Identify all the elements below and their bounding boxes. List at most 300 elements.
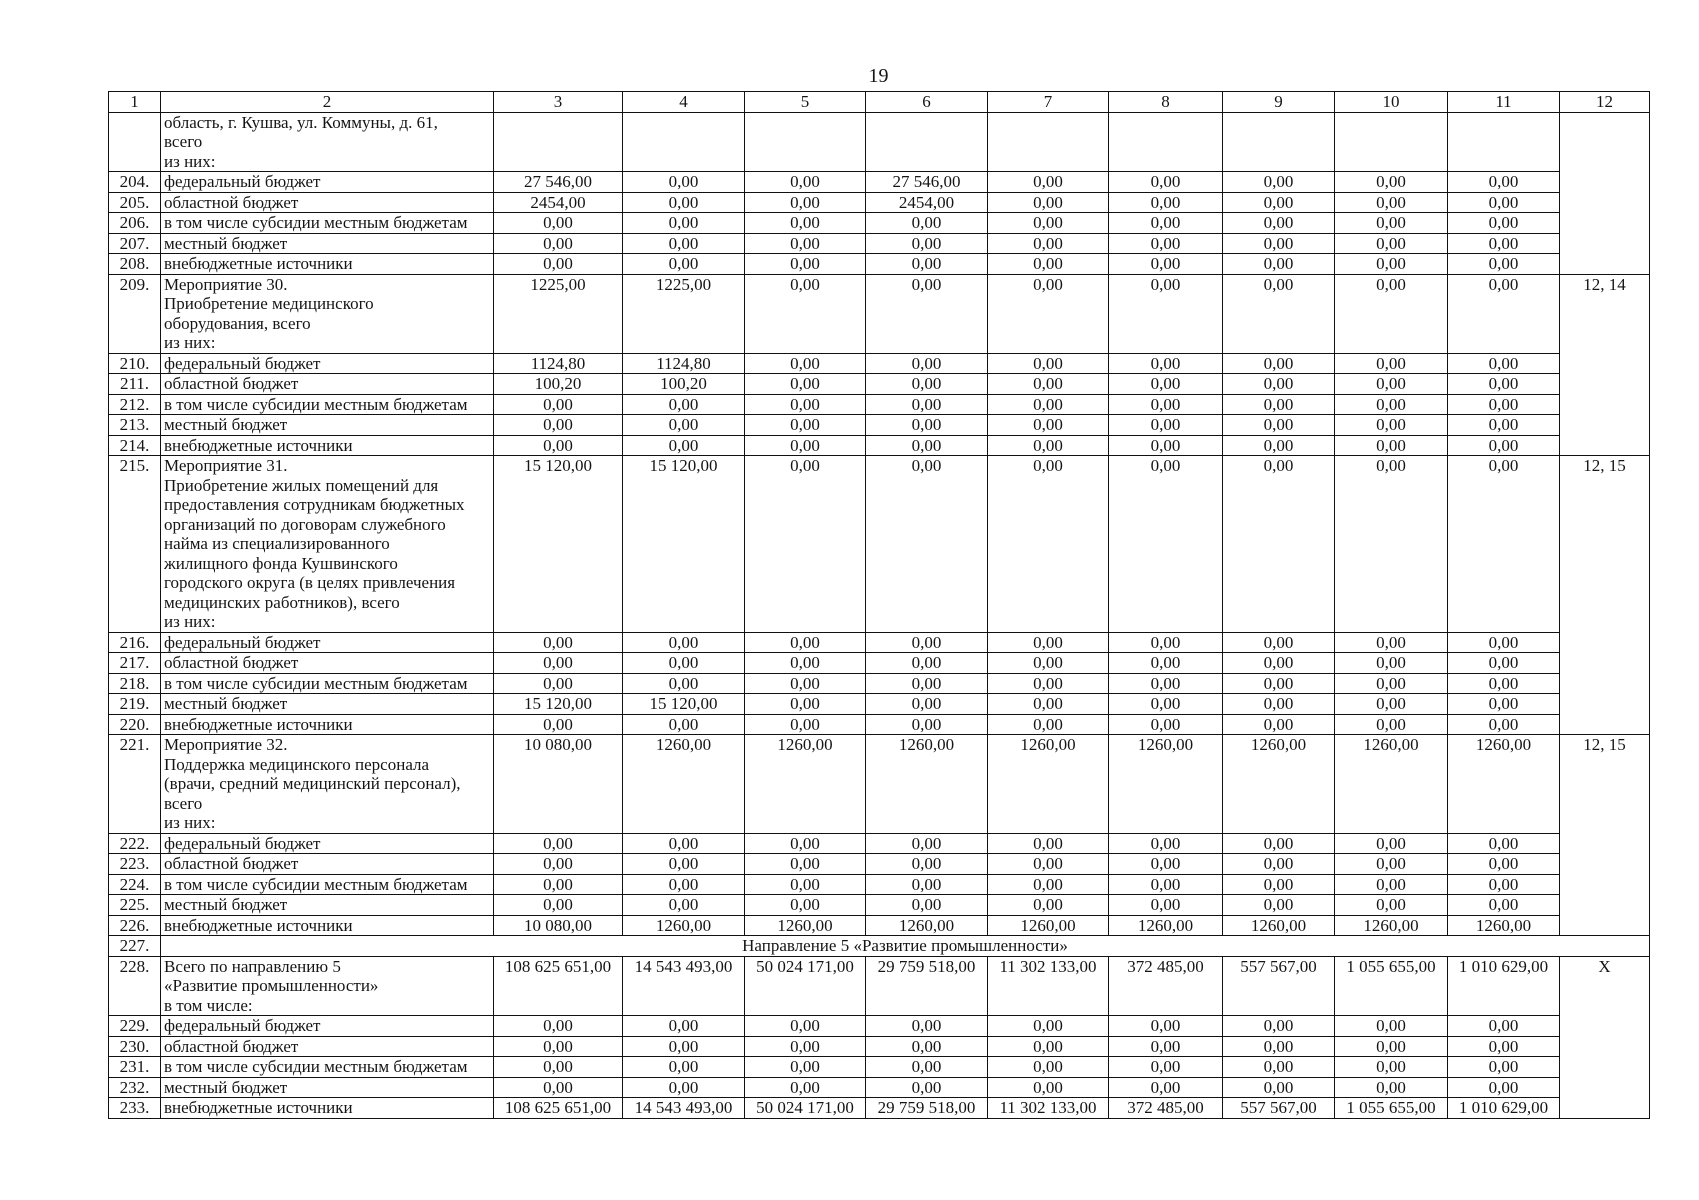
table-row <box>109 172 1650 193</box>
table-body <box>109 112 1650 1118</box>
value-cell-col-5: 0,00 <box>745 213 866 234</box>
value-cell-col-8: 0,00 <box>1109 1057 1223 1078</box>
value-cell-col-9: 0,00 <box>1223 632 1335 653</box>
value-cell-col-6: 0,00 <box>866 374 988 395</box>
value-cell-col-9: 0,00 <box>1223 874 1335 895</box>
value-cell-col-6: 0,00 <box>866 1016 988 1037</box>
value-cell-col-6: 0,00 <box>866 394 988 415</box>
row-label: федеральный бюджет <box>161 172 494 193</box>
value-cell-col-4: 0,00 <box>623 854 745 875</box>
value-cell-col-9: 557 567,00 <box>1223 1098 1335 1119</box>
value-cell-col-8: 0,00 <box>1109 233 1223 254</box>
value-cell-col-3: 0,00 <box>494 1077 623 1098</box>
table-row <box>109 192 1650 213</box>
page-number: 19 <box>868 65 889 87</box>
value-cell-col-4: 0,00 <box>623 1036 745 1057</box>
value-cell-col-8: 0,00 <box>1109 274 1223 353</box>
value-cell-col-10: 0,00 <box>1335 374 1448 395</box>
value-cell-col-9: 0,00 <box>1223 254 1335 275</box>
row-number: 207. <box>109 233 161 254</box>
value-cell-col-11: 0,00 <box>1448 353 1560 374</box>
value-cell-col-5: 1260,00 <box>745 915 866 936</box>
value-cell-col-11: 0,00 <box>1448 435 1560 456</box>
value-cell-col-5: 0,00 <box>745 714 866 735</box>
value-cell-col-11: 1 010 629,00 <box>1448 956 1560 1016</box>
row-number: 232. <box>109 1077 161 1098</box>
row-label: Мероприятие 31. Приобретение жилых помещений для предоставления сотрудникам бюджетных организаций по договорам служебного найма из специализированного жилищного фонда Кушвинского городского округа (в целях привлечения медицинских работников), всего из них: <box>161 456 494 633</box>
value-cell-col-10: 0,00 <box>1335 895 1448 916</box>
value-cell-col-8: 0,00 <box>1109 694 1223 715</box>
row-label: федеральный бюджет <box>161 1016 494 1037</box>
row-label: Всего по направлению 5 «Развитие промышленности» в том числе: <box>161 956 494 1016</box>
value-cell-col-3 <box>494 112 623 172</box>
value-cell-col-10: 0,00 <box>1335 673 1448 694</box>
value-cell-col-6 <box>866 112 988 172</box>
row-label: федеральный бюджет <box>161 833 494 854</box>
value-cell-col-4: 0,00 <box>623 632 745 653</box>
row-label: внебюджетные источники <box>161 1098 494 1119</box>
value-cell-col-9: 0,00 <box>1223 895 1335 916</box>
table-row <box>109 1077 1650 1098</box>
value-cell-col-6: 0,00 <box>866 714 988 735</box>
table-row <box>109 854 1650 875</box>
row-number: 219. <box>109 694 161 715</box>
value-cell-col-11: 0,00 <box>1448 1036 1560 1057</box>
value-cell-col-5: 0,00 <box>745 274 866 353</box>
value-cell-col-3: 0,00 <box>494 233 623 254</box>
row-number: 205. <box>109 192 161 213</box>
section-row <box>109 936 1650 957</box>
value-cell-col-4: 15 120,00 <box>623 456 745 633</box>
value-cell-col-6: 0,00 <box>866 854 988 875</box>
value-cell-col-3: 0,00 <box>494 213 623 234</box>
value-cell-col-6: 29 759 518,00 <box>866 956 988 1016</box>
value-cell-col-8: 0,00 <box>1109 653 1223 674</box>
column-number-header-row <box>109 92 1650 113</box>
value-cell-col-3: 0,00 <box>494 895 623 916</box>
row-label: внебюджетные источники <box>161 714 494 735</box>
table-row <box>109 874 1650 895</box>
value-cell-col-4: 0,00 <box>623 714 745 735</box>
value-cell-col-3: 0,00 <box>494 254 623 275</box>
row-number: 226. <box>109 915 161 936</box>
value-cell-col-9: 0,00 <box>1223 374 1335 395</box>
value-cell-col-3: 2454,00 <box>494 192 623 213</box>
table-row <box>109 694 1650 715</box>
value-cell-col-7: 0,00 <box>988 854 1109 875</box>
row-number: 223. <box>109 854 161 875</box>
value-cell-col-4: 0,00 <box>623 192 745 213</box>
value-cell-col-5: 0,00 <box>745 456 866 633</box>
value-cell-col-4: 14 543 493,00 <box>623 1098 745 1119</box>
value-cell-col-7: 0,00 <box>988 233 1109 254</box>
value-cell-col-5: 0,00 <box>745 653 866 674</box>
column-header-7: 7 <box>988 92 1109 113</box>
row-label: областной бюджет <box>161 192 494 213</box>
value-cell-col-9: 0,00 <box>1223 435 1335 456</box>
value-cell-col-10: 0,00 <box>1335 854 1448 875</box>
value-cell-col-5: 0,00 <box>745 192 866 213</box>
value-cell-col-11: 0,00 <box>1448 854 1560 875</box>
value-cell-col-6: 1260,00 <box>866 915 988 936</box>
value-cell-col-4: 0,00 <box>623 874 745 895</box>
row-label: Мероприятие 32. Поддержка медицинского персонала (врачи, средний медицинский персонал), всего из них: <box>161 735 494 834</box>
value-cell-col-10: 0,00 <box>1335 353 1448 374</box>
value-cell-col-10: 1 055 655,00 <box>1335 956 1448 1016</box>
value-cell-col-4: 14 543 493,00 <box>623 956 745 1016</box>
value-cell-col-6: 0,00 <box>866 874 988 895</box>
value-cell-col-10: 0,00 <box>1335 1016 1448 1037</box>
value-cell-col-9: 0,00 <box>1223 274 1335 353</box>
value-cell-col-9: 0,00 <box>1223 1057 1335 1078</box>
table-row <box>109 374 1650 395</box>
value-cell-col-6: 0,00 <box>866 653 988 674</box>
table-row <box>109 673 1650 694</box>
value-cell-col-9: 0,00 <box>1223 353 1335 374</box>
value-cell-col-5: 0,00 <box>745 254 866 275</box>
value-cell-col-11: 1260,00 <box>1448 735 1560 834</box>
table-row <box>109 394 1650 415</box>
value-cell-col-6: 0,00 <box>866 233 988 254</box>
value-cell-col-5: 1260,00 <box>745 735 866 834</box>
value-cell-col-6: 0,00 <box>866 274 988 353</box>
budget-table <box>108 91 1650 1119</box>
table-row <box>109 956 1650 1016</box>
value-cell-col-4: 15 120,00 <box>623 694 745 715</box>
value-cell-col-7: 0,00 <box>988 254 1109 275</box>
row-number: 228. <box>109 956 161 1016</box>
row-number: 233. <box>109 1098 161 1119</box>
value-cell-col-11: 0,00 <box>1448 632 1560 653</box>
row-number: 216. <box>109 632 161 653</box>
value-cell-col-3: 0,00 <box>494 653 623 674</box>
value-cell-col-5: 0,00 <box>745 1016 866 1037</box>
value-cell-col-9: 0,00 <box>1223 673 1335 694</box>
table-row <box>109 213 1650 234</box>
row-label: в том числе субсидии местным бюджетам <box>161 874 494 895</box>
value-cell-col-6: 0,00 <box>866 895 988 916</box>
row-label: в том числе субсидии местным бюджетам <box>161 673 494 694</box>
value-cell-col-9: 0,00 <box>1223 833 1335 854</box>
value-cell-col-5: 0,00 <box>745 415 866 436</box>
value-cell-col-8: 0,00 <box>1109 1036 1223 1057</box>
value-cell-col-3: 10 080,00 <box>494 915 623 936</box>
value-cell-col-5: 0,00 <box>745 374 866 395</box>
value-cell-col-8: 0,00 <box>1109 192 1223 213</box>
value-cell-col-9 <box>1223 112 1335 172</box>
value-cell-col-10: 0,00 <box>1335 694 1448 715</box>
value-cell-col-7: 0,00 <box>988 415 1109 436</box>
value-cell-col-11: 0,00 <box>1448 673 1560 694</box>
column-header-4: 4 <box>623 92 745 113</box>
row-label: областной бюджет <box>161 1036 494 1057</box>
value-cell-col-10: 0,00 <box>1335 714 1448 735</box>
value-cell-col-4: 100,20 <box>623 374 745 395</box>
value-cell-col-11: 0,00 <box>1448 653 1560 674</box>
value-cell-col-4: 0,00 <box>623 233 745 254</box>
value-cell-col-4: 0,00 <box>623 673 745 694</box>
table-row <box>109 1036 1650 1057</box>
row-number: 231. <box>109 1057 161 1078</box>
value-cell-col-6: 0,00 <box>866 632 988 653</box>
value-cell-col-5: 0,00 <box>745 1077 866 1098</box>
value-cell-col-9: 0,00 <box>1223 213 1335 234</box>
row-label: местный бюджет <box>161 895 494 916</box>
value-cell-col-3: 15 120,00 <box>494 456 623 633</box>
row-number: 220. <box>109 714 161 735</box>
value-cell-col-11: 0,00 <box>1448 374 1560 395</box>
value-cell-col-8: 0,00 <box>1109 833 1223 854</box>
value-cell-col-9: 0,00 <box>1223 233 1335 254</box>
value-cell-col-4: 1260,00 <box>623 915 745 936</box>
value-cell-col-8: 0,00 <box>1109 415 1223 436</box>
value-cell-col-6: 0,00 <box>866 673 988 694</box>
value-cell-col-3: 27 546,00 <box>494 172 623 193</box>
value-cell-col-4: 0,00 <box>623 415 745 436</box>
value-cell-col-7: 0,00 <box>988 653 1109 674</box>
value-cell-col-11: 0,00 <box>1448 874 1560 895</box>
value-cell-col-10: 0,00 <box>1335 874 1448 895</box>
value-cell-col-10: 0,00 <box>1335 172 1448 193</box>
value-cell-col-10: 0,00 <box>1335 653 1448 674</box>
value-cell-col-9: 0,00 <box>1223 1016 1335 1037</box>
column-header-2: 2 <box>161 92 494 113</box>
value-cell-col-9: 0,00 <box>1223 415 1335 436</box>
column-header-12: 12 <box>1560 92 1650 113</box>
value-cell-col-10: 0,00 <box>1335 254 1448 275</box>
row-label: областной бюджет <box>161 374 494 395</box>
value-cell-col-3: 1124,80 <box>494 353 623 374</box>
value-cell-col-3: 0,00 <box>494 1036 623 1057</box>
row-number: 206. <box>109 213 161 234</box>
value-cell-col-4: 0,00 <box>623 213 745 234</box>
row-label: местный бюджет <box>161 694 494 715</box>
value-cell-col-7: 0,00 <box>988 456 1109 633</box>
target-indicator-cell: 12, 15 <box>1560 735 1650 936</box>
value-cell-col-9: 0,00 <box>1223 1036 1335 1057</box>
table-row <box>109 915 1650 936</box>
value-cell-col-5: 0,00 <box>745 1036 866 1057</box>
table-row <box>109 435 1650 456</box>
value-cell-col-9: 0,00 <box>1223 192 1335 213</box>
value-cell-col-11 <box>1448 112 1560 172</box>
value-cell-col-3: 0,00 <box>494 854 623 875</box>
table-row <box>109 653 1650 674</box>
value-cell-col-5: 0,00 <box>745 673 866 694</box>
row-number: 208. <box>109 254 161 275</box>
value-cell-col-8: 0,00 <box>1109 1077 1223 1098</box>
value-cell-col-3: 0,00 <box>494 874 623 895</box>
value-cell-col-8: 0,00 <box>1109 394 1223 415</box>
value-cell-col-7: 0,00 <box>988 274 1109 353</box>
value-cell-col-3: 0,00 <box>494 833 623 854</box>
value-cell-col-8 <box>1109 112 1223 172</box>
value-cell-col-7: 0,00 <box>988 394 1109 415</box>
value-cell-col-7: 11 302 133,00 <box>988 1098 1109 1119</box>
value-cell-col-8: 372 485,00 <box>1109 956 1223 1016</box>
table-row <box>109 895 1650 916</box>
value-cell-col-5: 0,00 <box>745 833 866 854</box>
value-cell-col-5 <box>745 112 866 172</box>
value-cell-col-4: 0,00 <box>623 833 745 854</box>
row-number: 230. <box>109 1036 161 1057</box>
value-cell-col-4: 0,00 <box>623 895 745 916</box>
table-row <box>109 1016 1650 1037</box>
section-title: Направление 5 «Развитие промышленности» <box>161 936 1650 957</box>
row-number: 217. <box>109 653 161 674</box>
value-cell-col-5: 50 024 171,00 <box>745 956 866 1016</box>
value-cell-col-4: 0,00 <box>623 435 745 456</box>
row-label: местный бюджет <box>161 415 494 436</box>
value-cell-col-11: 1 010 629,00 <box>1448 1098 1560 1119</box>
table-row <box>109 456 1650 633</box>
value-cell-col-7: 1260,00 <box>988 735 1109 834</box>
value-cell-col-7: 0,00 <box>988 1077 1109 1098</box>
row-label: областной бюджет <box>161 854 494 875</box>
value-cell-col-4: 0,00 <box>623 653 745 674</box>
value-cell-col-4: 0,00 <box>623 254 745 275</box>
value-cell-col-4: 1225,00 <box>623 274 745 353</box>
value-cell-col-8: 0,00 <box>1109 353 1223 374</box>
value-cell-col-3: 0,00 <box>494 415 623 436</box>
value-cell-col-3: 0,00 <box>494 394 623 415</box>
value-cell-col-7: 0,00 <box>988 1016 1109 1037</box>
value-cell-col-11: 0,00 <box>1448 694 1560 715</box>
table-row <box>109 735 1650 834</box>
value-cell-col-10: 0,00 <box>1335 632 1448 653</box>
value-cell-col-10: 0,00 <box>1335 1036 1448 1057</box>
value-cell-col-6: 0,00 <box>866 353 988 374</box>
value-cell-col-6: 0,00 <box>866 213 988 234</box>
table-row <box>109 353 1650 374</box>
value-cell-col-6: 0,00 <box>866 254 988 275</box>
row-number: 227. <box>109 936 161 957</box>
value-cell-col-7: 0,00 <box>988 353 1109 374</box>
value-cell-col-11: 0,00 <box>1448 456 1560 633</box>
value-cell-col-7: 1260,00 <box>988 915 1109 936</box>
value-cell-col-5: 0,00 <box>745 694 866 715</box>
row-label: в том числе субсидии местным бюджетам <box>161 1057 494 1078</box>
table-row <box>109 112 1650 172</box>
value-cell-col-4: 0,00 <box>623 1016 745 1037</box>
row-number: 212. <box>109 394 161 415</box>
column-header-3: 3 <box>494 92 623 113</box>
row-number: 214. <box>109 435 161 456</box>
value-cell-col-5: 0,00 <box>745 874 866 895</box>
row-number <box>109 112 161 172</box>
value-cell-col-11: 0,00 <box>1448 192 1560 213</box>
value-cell-col-8: 1260,00 <box>1109 735 1223 834</box>
value-cell-col-3: 108 625 651,00 <box>494 956 623 1016</box>
value-cell-col-11: 0,00 <box>1448 213 1560 234</box>
value-cell-col-7: 0,00 <box>988 374 1109 395</box>
value-cell-col-8: 0,00 <box>1109 213 1223 234</box>
value-cell-col-8: 0,00 <box>1109 254 1223 275</box>
value-cell-col-11: 0,00 <box>1448 1077 1560 1098</box>
value-cell-col-3: 0,00 <box>494 435 623 456</box>
value-cell-col-6: 0,00 <box>866 435 988 456</box>
value-cell-col-7: 0,00 <box>988 172 1109 193</box>
value-cell-col-7: 0,00 <box>988 1036 1109 1057</box>
value-cell-col-3: 15 120,00 <box>494 694 623 715</box>
value-cell-col-10: 1260,00 <box>1335 915 1448 936</box>
value-cell-col-7: 0,00 <box>988 213 1109 234</box>
value-cell-col-9: 0,00 <box>1223 456 1335 633</box>
value-cell-col-4: 1260,00 <box>623 735 745 834</box>
value-cell-col-6: 0,00 <box>866 415 988 436</box>
value-cell-col-5: 0,00 <box>745 854 866 875</box>
value-cell-col-3: 10 080,00 <box>494 735 623 834</box>
value-cell-col-3: 0,00 <box>494 714 623 735</box>
value-cell-col-8: 0,00 <box>1109 874 1223 895</box>
row-number: 209. <box>109 274 161 353</box>
value-cell-col-4: 0,00 <box>623 172 745 193</box>
target-indicator-cell: 12, 15 <box>1560 456 1650 735</box>
value-cell-col-3: 0,00 <box>494 1057 623 1078</box>
value-cell-col-10: 0,00 <box>1335 1077 1448 1098</box>
row-number: 211. <box>109 374 161 395</box>
value-cell-col-7: 0,00 <box>988 833 1109 854</box>
value-cell-col-9: 0,00 <box>1223 694 1335 715</box>
column-header-1: 1 <box>109 92 161 113</box>
value-cell-col-10: 0,00 <box>1335 435 1448 456</box>
column-header-10: 10 <box>1335 92 1448 113</box>
target-indicator-cell <box>1560 112 1650 274</box>
value-cell-col-8: 0,00 <box>1109 854 1223 875</box>
value-cell-col-6: 27 546,00 <box>866 172 988 193</box>
column-header-5: 5 <box>745 92 866 113</box>
value-cell-col-6: 0,00 <box>866 1077 988 1098</box>
value-cell-col-11: 0,00 <box>1448 233 1560 254</box>
value-cell-col-8: 0,00 <box>1109 456 1223 633</box>
value-cell-col-6: 0,00 <box>866 1036 988 1057</box>
value-cell-col-4: 0,00 <box>623 1077 745 1098</box>
value-cell-col-7: 0,00 <box>988 1057 1109 1078</box>
value-cell-col-5: 0,00 <box>745 233 866 254</box>
value-cell-col-3: 1225,00 <box>494 274 623 353</box>
value-cell-col-9: 0,00 <box>1223 1077 1335 1098</box>
value-cell-col-9: 0,00 <box>1223 854 1335 875</box>
table-row <box>109 415 1650 436</box>
target-indicator-cell: 12, 14 <box>1560 274 1650 456</box>
row-label: федеральный бюджет <box>161 632 494 653</box>
value-cell-col-6: 0,00 <box>866 1057 988 1078</box>
value-cell-col-10: 0,00 <box>1335 233 1448 254</box>
value-cell-col-3: 108 625 651,00 <box>494 1098 623 1119</box>
value-cell-col-5: 0,00 <box>745 1057 866 1078</box>
row-number: 222. <box>109 833 161 854</box>
row-label: внебюджетные источники <box>161 915 494 936</box>
value-cell-col-6: 0,00 <box>866 456 988 633</box>
value-cell-col-5: 0,00 <box>745 172 866 193</box>
row-label: местный бюджет <box>161 1077 494 1098</box>
value-cell-col-10: 0,00 <box>1335 833 1448 854</box>
column-header-6: 6 <box>866 92 988 113</box>
value-cell-col-7: 0,00 <box>988 435 1109 456</box>
value-cell-col-10 <box>1335 112 1448 172</box>
value-cell-col-9: 0,00 <box>1223 714 1335 735</box>
value-cell-col-4: 1124,80 <box>623 353 745 374</box>
value-cell-col-8: 1260,00 <box>1109 915 1223 936</box>
value-cell-col-8: 0,00 <box>1109 374 1223 395</box>
value-cell-col-10: 0,00 <box>1335 456 1448 633</box>
row-number: 221. <box>109 735 161 834</box>
table-row <box>109 1057 1650 1078</box>
value-cell-col-7: 0,00 <box>988 895 1109 916</box>
row-number: 210. <box>109 353 161 374</box>
value-cell-col-11: 0,00 <box>1448 172 1560 193</box>
row-label: внебюджетные источники <box>161 254 494 275</box>
